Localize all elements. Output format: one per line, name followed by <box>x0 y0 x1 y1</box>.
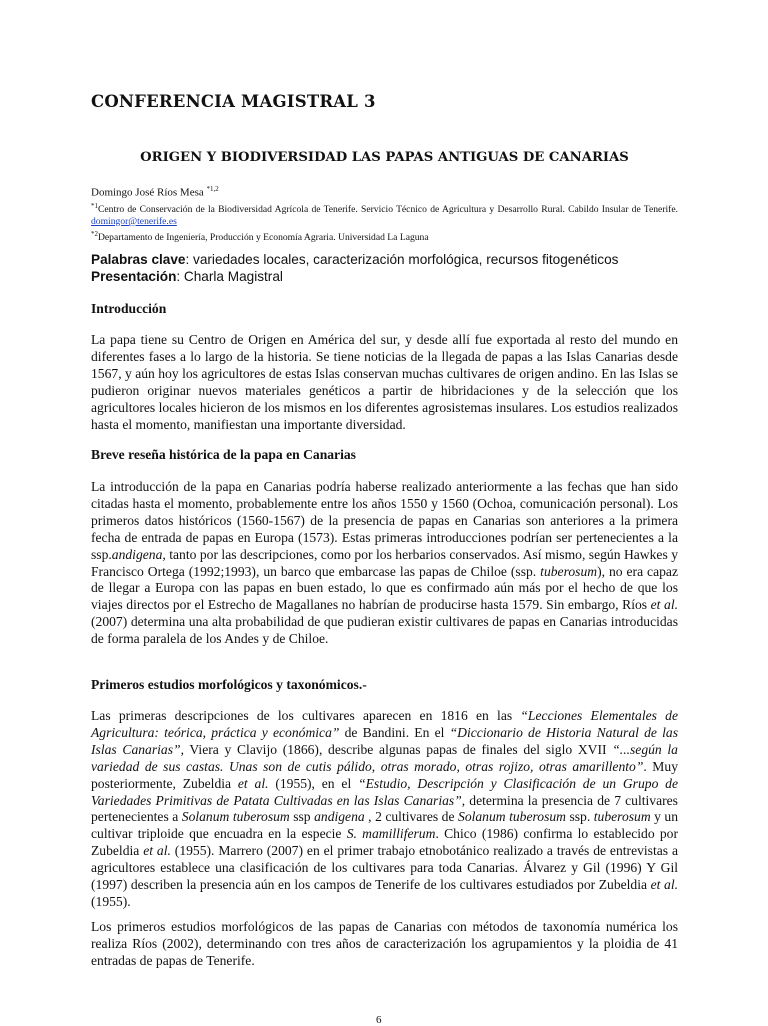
morphology-body <box>91 708 678 911</box>
affiliation-2-text: Departamento de Ingeniería, Producción y Economía Agraria. Universidad La Laguna <box>98 232 429 244</box>
morphology-paragraph: Las primeras descripciones de los cultivares aparecen en 1816 en las “Lecciones Elementales de Agricultura: teórica, práctica y económica” de Bandini. En el “Diccionario de Historia Natural de las Islas Canarias”, Viera y Clavijo (1866), describe algunas papas de finales del siglo XVII “...según la variedad de sus castas. Unas son de cutis pálido, otras morado, otras rojizo, otras amarillento”. Muy posteriormente, Zubeldia et al. (1955), en el “Estudio, Descripción y Clasificación de un Grupo de Variedades Primitivas de Patata Cultivadas en las Islas Canarias”, determina la presencia de 7 cultivares pertenecientes a Solanum tuberosum ssp andigena , 2 cultivares de Solanum tuberosum ssp. tuberosum y un cultivar triploide que encuadra en la especie S. mamilliferum. Chico (1986) confirma lo establecido por Zubeldia et al. (1955). Marrero (2007) en el primer trabajo etnobotánico realizado a través de entrevistas a agricultores establece una clasificación de los cultivares para toda Canarias. Álvarez y Gil (1996) Y Gil (1997) describen la presencia aún en los campos de Tenerife de los cultivares estudiados por Zubeldia et al. (1955). <box>91 708 679 909</box>
affiliation-1-text: Centro de Conservación de la Biodiversidad Agrícola de Tenerife. Servicio Técnico de Agricultura y Desarrollo Rural. Cabildo Insular de Tenerife. <box>98 203 678 215</box>
morphology-heading: Primeros estudios morfológicos y taxonómicos.- <box>91 677 367 692</box>
presentation-value: : Charla Magistral <box>176 269 283 284</box>
history-paragraph: La introducción de la papa en Canarias podría haberse realizado anteriormente a las fechas que han sido citadas hasta el momento, probablemente entre los años 1550 y 1560 (Ochoa, comunicación personal). Los primeros datos históricos (1560-1567) de la presencia de papas en Canarias son anteriores a la primera fecha de entrada de papas en Europa (1573). Estas primeras introducciones podrían ser pertenecientes a la ssp.andigena, tanto por las descripciones, como por los herbarios conservados. Así mismo, según Hawkes y Francisco Ortega (1992;1993), un barco que embarcase las papas de Chiloe (ssp. tuberosum), no era capaz de llegar a Europa con las papas en buen estado, lo que es confirmado aún más por el hecho de que los viajes directos por el Estrecho de Magallanes no habrían de producirse hasta 1579. Sin embargo, Ríos et al. (2007) determina una alta probabilidad de que pudieran existir cultivares de papas en Canarias introducidas de forma paralela de los Andes y de Chiloe. <box>91 479 678 647</box>
affiliation-2 <box>91 228 678 244</box>
affiliation-1 <box>91 200 678 228</box>
affiliation-1-marker: *1 <box>91 201 98 210</box>
section-history <box>91 447 678 463</box>
taxonomy-body <box>91 919 678 970</box>
author-email-link[interactable]: domingor@tenerife.es <box>91 215 177 227</box>
conference-title: CONFERENCIA MAGISTRAL 3 <box>91 92 376 111</box>
keywords-block <box>91 251 691 285</box>
taxonomy-paragraph: Los primeros estudios morfológicos de las papas de Canarias con métodos de taxonomía numérica los realiza Ríos (2002), determinando con tres años de caracterización los agrupamientos y la ploidia de 41 entradas de papas de Tenerife. <box>91 919 678 968</box>
presentation-label: Presentación <box>91 269 177 284</box>
page-number: 6 <box>376 1014 382 1026</box>
keywords-label: Palabras clave <box>91 252 186 267</box>
author-superscript: *1,2 <box>206 185 219 193</box>
introduction-paragraph: La papa tiene su Centro de Origen en América del sur, y desde allí fue exportada al resto del mundo en diferentes fases a lo largo de la historia. Se tiene noticias de la llegada de papas a las Islas Canarias desde 1567, y aún hoy los agricultores de estas Islas conservan muchas cultivares de origen andino. En las Islas se pudieron originar nuevos materiales genéticos a partir de hibridaciones y de la selección que los agricultores locales hicieron de los mismos en los diferentes agrosistemas insulares. Los estudios realizados hasta el momento, manifiestan una importante diversidad. <box>91 332 678 432</box>
introduction-heading: Introducción <box>91 301 167 316</box>
author-name: Domingo José Ríos Mesa <box>91 186 204 199</box>
paper-title: ORIGEN Y BIODIVERSIDAD LAS PAPAS ANTIGUAS DE CANARIAS <box>140 150 629 165</box>
affiliation-2-marker: *2 <box>91 229 98 238</box>
keywords-value: : variedades locales, caracterización morfológica, recursos fitogenéticos <box>185 252 619 267</box>
author-block <box>91 183 678 244</box>
history-body <box>91 479 678 648</box>
author-line <box>91 183 678 200</box>
history-heading: Breve reseña histórica de la papa en Canarias <box>91 447 356 462</box>
section-introduction <box>91 301 678 317</box>
introduction-body <box>91 332 678 433</box>
section-morphology <box>91 677 678 693</box>
